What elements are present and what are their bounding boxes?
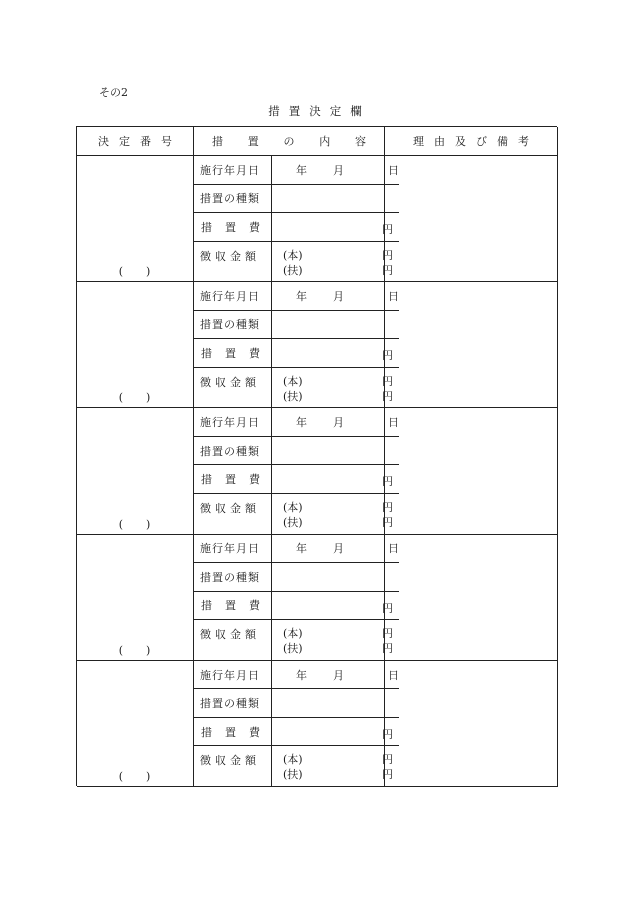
item-label-cell: [194, 156, 272, 282]
decision-number-parens: ( ): [118, 265, 152, 279]
measure-type-field[interactable]: [272, 311, 399, 340]
decision-number-cell[interactable]: [77, 282, 194, 408]
collection-amount-field[interactable]: [272, 368, 399, 408]
label-measure-type: 措置の種類: [194, 311, 273, 340]
label-measure-cost: 措置費: [194, 592, 273, 621]
decision-number-parens: ( ): [118, 769, 152, 783]
month-unit: 月: [333, 289, 344, 303]
yen-unit: 円: [382, 627, 393, 641]
decision-number-cell[interactable]: [77, 408, 194, 534]
reason-remarks-cell[interactable]: [385, 535, 558, 661]
item-label-cell: [194, 282, 272, 408]
month-unit: 月: [333, 163, 344, 177]
yen-unit: 円: [382, 753, 393, 767]
dependent-label: (扶): [283, 768, 303, 782]
measure-type-field[interactable]: [272, 437, 399, 466]
yen-unit: 円: [382, 223, 393, 236]
collection-amount-field[interactable]: [272, 746, 399, 786]
decision-number-parens: ( ): [118, 391, 152, 405]
yen-unit: 円: [382, 500, 393, 514]
measure-type-field[interactable]: [272, 563, 399, 592]
day-unit: 日: [388, 163, 399, 177]
item-value-cell: [272, 535, 399, 661]
decision-number-parens: ( ): [118, 517, 152, 531]
measure-cost-field[interactable]: [272, 213, 399, 242]
yen-unit: 円: [382, 475, 393, 489]
item-value-cell: [272, 408, 399, 534]
dependent-label: (扶): [283, 263, 303, 277]
label-collection-amount: 徴収金額: [200, 501, 260, 515]
enforcement-date-field[interactable]: [272, 408, 399, 437]
label-collection-amount: 徴収金額: [200, 628, 260, 642]
reason-remarks-cell[interactable]: [385, 156, 558, 282]
header-content-char: 措: [212, 135, 223, 148]
yen-unit: 円: [382, 263, 393, 277]
principal-label: (本): [283, 627, 303, 641]
item-label-cell: [194, 408, 272, 534]
month-unit: 月: [333, 542, 344, 556]
item-value-cell: [272, 156, 399, 282]
dependent-label: (扶): [283, 642, 303, 656]
reason-remarks-cell[interactable]: [385, 661, 558, 787]
item-value-cell: [272, 282, 399, 408]
label-collection-amount: 徴収金額: [200, 375, 260, 389]
page-label: その2: [99, 86, 128, 99]
yen-unit: 円: [382, 389, 393, 403]
measure-cost-field[interactable]: [272, 592, 399, 621]
principal-label: (本): [283, 753, 303, 767]
item-value-cell: [272, 661, 399, 787]
enforcement-date-field[interactable]: [272, 661, 399, 690]
label-measure-type: 措置の種類: [194, 563, 273, 592]
measure-cost-field[interactable]: [272, 339, 399, 368]
day-unit: 日: [388, 542, 399, 556]
item-label-cell: [194, 535, 272, 661]
reason-remarks-cell[interactable]: [385, 282, 558, 408]
yen-unit: 円: [382, 515, 393, 529]
month-unit: 月: [333, 668, 344, 682]
yen-unit: 円: [382, 768, 393, 782]
label-measure-type: 措置の種類: [194, 437, 273, 466]
measure-cost-field[interactable]: [272, 465, 399, 494]
yen-unit: 円: [382, 642, 393, 656]
header-content-char: 容: [355, 135, 366, 148]
label-enforcement-date: 施行年月日: [194, 661, 273, 690]
dependent-label: (扶): [283, 389, 303, 403]
item-label-cell: [194, 661, 272, 787]
enforcement-date-field[interactable]: [272, 535, 399, 564]
collection-amount-field[interactable]: [272, 242, 399, 282]
label-collection-amount: 徴収金額: [200, 754, 260, 768]
header-content-char: の: [283, 135, 295, 148]
header-content-char: 置: [247, 135, 259, 148]
label-enforcement-date: 施行年月日: [194, 156, 273, 185]
principal-label: (本): [283, 500, 303, 514]
decision-number-parens: ( ): [118, 643, 152, 657]
day-unit: 日: [388, 416, 399, 430]
label-measure-type: 措置の種類: [194, 689, 273, 718]
year-unit: 年: [296, 289, 307, 303]
collection-amount-field[interactable]: [272, 620, 399, 660]
decision-table: [76, 126, 557, 786]
yen-unit: 円: [382, 601, 393, 615]
day-unit: 日: [388, 668, 399, 682]
year-unit: 年: [296, 163, 307, 177]
header-measure-content: [194, 127, 385, 156]
yen-unit: 円: [382, 727, 393, 741]
reason-remarks-cell[interactable]: [385, 408, 558, 534]
label-collection-amount: 徴収金額: [200, 249, 260, 263]
yen-unit: 円: [382, 374, 393, 388]
principal-label: (本): [283, 248, 303, 262]
decision-number-cell[interactable]: [77, 156, 194, 282]
year-unit: 年: [296, 416, 307, 430]
measure-type-field[interactable]: [272, 689, 399, 718]
decision-number-cell[interactable]: [77, 661, 194, 787]
measure-cost-field[interactable]: [272, 718, 399, 747]
enforcement-date-field[interactable]: [272, 156, 399, 185]
enforcement-date-field[interactable]: [272, 282, 399, 311]
label-measure-cost: 措置費: [194, 465, 273, 494]
decision-number-cell[interactable]: [77, 535, 194, 661]
year-unit: 年: [296, 542, 307, 556]
label-measure-cost: 措置費: [194, 718, 273, 747]
header-decision-number: 決定番号: [77, 127, 194, 156]
year-unit: 年: [296, 668, 307, 682]
page-title: 措置決定欄: [268, 104, 371, 118]
label-enforcement-date: 施行年月日: [194, 535, 273, 564]
label-enforcement-date: 施行年月日: [194, 282, 273, 311]
header-content-char: 内: [319, 135, 331, 148]
yen-unit: 円: [382, 248, 393, 262]
label-enforcement-date: 施行年月日: [194, 408, 273, 437]
header-reason-remarks: 理由及び備考: [385, 127, 558, 156]
dependent-label: (扶): [283, 515, 303, 529]
yen-unit: 円: [382, 349, 393, 363]
month-unit: 月: [333, 416, 344, 430]
measure-type-field[interactable]: [272, 185, 399, 214]
collection-amount-field[interactable]: [272, 494, 399, 534]
label-measure-type: 措置の種類: [194, 185, 273, 214]
label-measure-cost: 措置費: [194, 213, 273, 242]
principal-label: (本): [283, 374, 303, 388]
label-measure-cost: 措置費: [194, 339, 273, 368]
day-unit: 日: [388, 289, 399, 303]
